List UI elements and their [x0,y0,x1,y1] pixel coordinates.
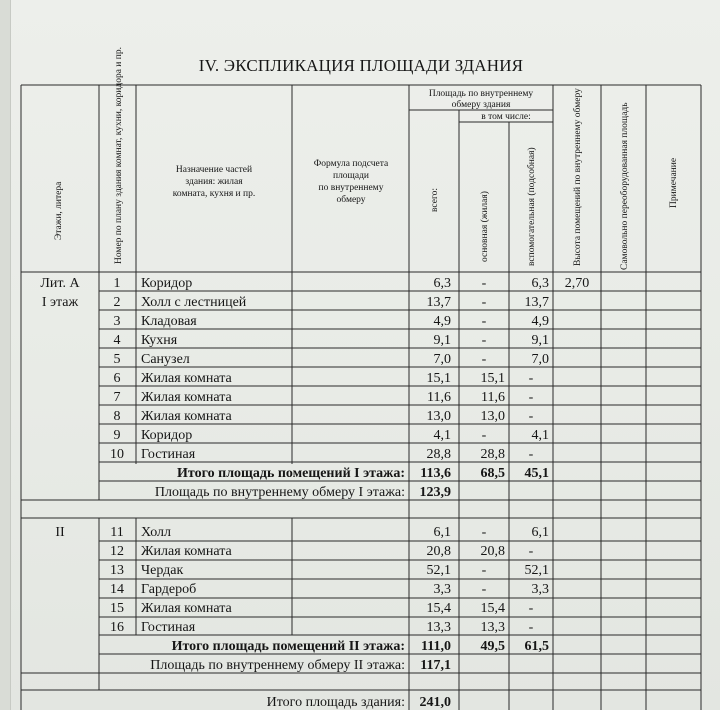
room-area-main: - [481,314,487,329]
floor2-inner-label: Площадь по внутреннему обмеру II этажа: [150,658,405,673]
room-area-aux: 13,7 [524,295,549,310]
header-purpose-3: комната, кухня и пр. [172,189,256,199]
building-total-label: Итого площадь здания: [266,695,405,710]
floor1-inner-value: 123,9 [419,485,451,500]
room-area-aux: - [528,371,534,386]
room-area-main: 13,0 [480,409,505,424]
room-name: Чердак [141,563,184,578]
floor1-sum-label: Итого площадь помещений I этажа: [177,466,405,481]
room-area-main: - [481,582,487,597]
room-name: Холл с лестницей [141,295,247,310]
header-total: всего: [430,187,440,212]
room-area-main: - [481,428,487,443]
room-area-total: 20,8 [426,544,451,559]
building-total-value: 241,0 [419,695,451,710]
room-area-aux: 7,0 [531,352,549,367]
explication-table [11,0,720,710]
room-number: 7 [113,390,121,405]
room-number: 4 [113,333,121,348]
room-area-total: 7,0 [433,352,451,367]
room-name: Коридор [141,276,193,291]
room-name: Холл [141,525,172,540]
room-area-total: 15,4 [426,601,451,616]
room-number: 5 [113,352,121,367]
room-area-main: 13,3 [480,620,505,635]
room-area-main: - [481,563,487,578]
header-incl: в том числе: [481,112,531,122]
floor2-sum-total: 111,0 [421,639,451,654]
room-area-total: 6,3 [433,276,451,291]
room-number: 3 [113,314,121,329]
room-area-total: 52,1 [426,563,451,578]
room-area-aux: 9,1 [531,333,549,348]
room-area-aux: 4,9 [531,314,549,329]
room-area-total: 4,1 [433,428,451,443]
room-name: Жилая комната [141,544,232,559]
header-aux: вспомогательная (подсобная) [527,147,537,266]
room-area-aux: - [528,601,534,616]
room-name: Гардероб [141,582,197,597]
room-area-aux: - [528,409,534,424]
floor2-sum-main: 49,5 [480,639,505,654]
room-name: Кухня [141,333,178,348]
room-number: 13 [110,563,124,578]
room-area-main: 11,6 [481,390,505,405]
room-area-total: 4,9 [433,314,451,329]
room-name: Жилая комната [141,390,232,405]
room-area-aux: 3,3 [531,582,549,597]
room-name: Жилая комната [141,601,232,616]
room-number: 12 [110,544,124,559]
room-area-total: 13,7 [426,295,451,310]
room-area-main: - [481,276,487,291]
room-area-aux: - [528,447,534,462]
header-formula-4: обмеру [336,195,366,205]
header-number: Номер по плану здания комнат, кухни, коридора и пр. [114,47,124,264]
header-purpose-2: здания: жилая [185,177,243,187]
room-name: Кладовая [141,314,197,329]
floor1-sum-aux: 45,1 [524,466,549,481]
header-floor: Этажи, литера [54,181,64,240]
header-height: Высота помещений по внутреннему обмеру [573,88,583,266]
room-name: Гостиная [141,447,196,462]
room-number: 2 [113,295,121,310]
header-note: Примечание [669,157,679,208]
room-area-aux: 52,1 [524,563,549,578]
header-area-group-1: Площадь по внутреннему [428,89,534,99]
room-name: Санузел [141,352,190,367]
room-area-total: 28,8 [426,447,451,462]
room-area-main: - [481,295,487,310]
room-number: 6 [113,371,121,386]
room-area-total: 9,1 [433,333,451,348]
room-number: 9 [113,428,121,443]
header-purpose-1: Назначение частей [175,165,253,175]
room-area-total: 15,1 [426,371,451,386]
floor1-litera: Лит. А [40,276,80,291]
room-area-aux: 6,1 [531,525,549,540]
room-name: Жилая комната [141,409,232,424]
room-number: 15 [110,601,124,616]
room-number: 8 [113,409,121,424]
floor1-rows [110,276,589,462]
document-page [10,0,720,710]
floor1-label: I этаж [41,295,79,310]
room-area-main: - [481,352,487,367]
header-formula-3: по внутреннему [318,183,384,193]
room-area-aux: - [528,390,534,405]
room-area-total: 13,3 [426,620,451,635]
floor2-sum-label: Итого площадь помещений II этажа: [171,639,405,654]
room-area-total: 3,3 [433,582,451,597]
room-number: 1 [113,276,121,291]
room-area-main: - [481,525,487,540]
room-area-total: 11,6 [427,390,451,405]
room-area-main: 15,4 [480,601,505,616]
header-main: основная (жилая) [480,191,490,262]
header-area-group-2: обмеру здания [451,100,511,110]
room-area-aux: - [528,544,534,559]
room-area-main: 15,1 [480,371,505,386]
room-area-aux: - [528,620,534,635]
room-number: 14 [110,582,124,597]
room-number: 10 [110,447,124,462]
room-area-main: - [481,333,487,348]
room-name: Коридор [141,428,193,443]
floor1-inner-label: Площадь по внутреннему обмеру I этажа: [154,485,405,500]
room-name: Гостиная [141,620,196,635]
room-area-main: 28,8 [480,447,505,462]
room-name: Жилая комната [141,371,232,386]
header-unauth: Самовольно переоборудованная площадь [620,102,630,270]
room-area-total: 13,0 [426,409,451,424]
room-number: 11 [110,525,124,540]
header-formula-2: площади [332,171,370,181]
floor2-sum-aux: 61,5 [524,639,549,654]
room-area-main: 20,8 [480,544,505,559]
floor1-sum-total: 113,6 [420,466,451,481]
room-area-aux: 6,3 [531,276,549,291]
room-area-total: 6,1 [433,525,451,540]
room-number: 16 [110,620,124,635]
header-formula-1: Формула подсчета [313,159,389,169]
page-title: IV. ЭКСПЛИКАЦИЯ ПЛОЩАДИ ЗДАНИЯ [198,56,524,75]
room-area-aux: 4,1 [531,428,549,443]
floor1-sum-main: 68,5 [480,466,505,481]
floor2-label: II [55,525,65,540]
floor2-inner-value: 117,1 [420,658,451,673]
room-height: 2,70 [564,276,590,291]
